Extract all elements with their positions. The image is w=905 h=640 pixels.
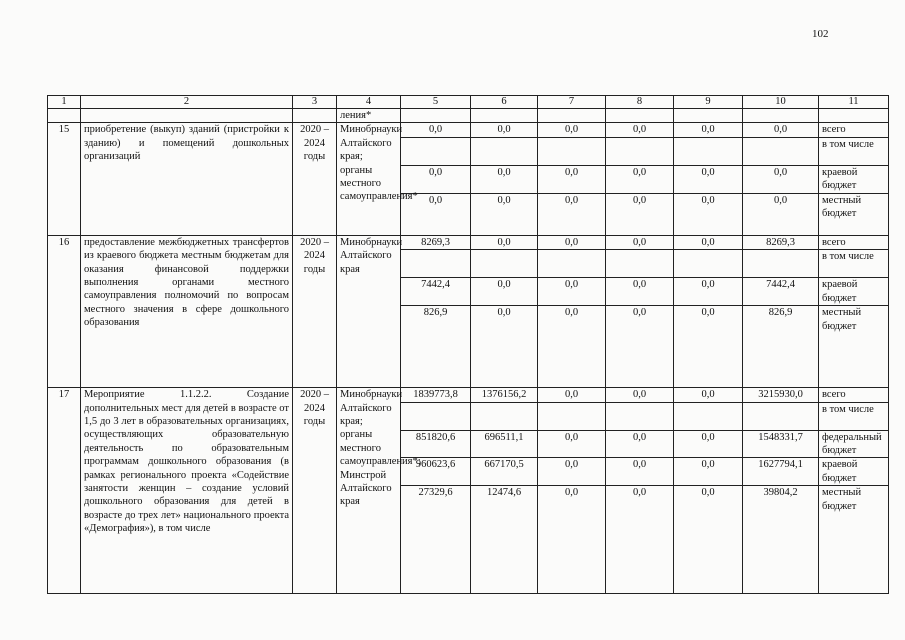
amount-v5: 0,0 <box>401 123 471 137</box>
amount-v6: 0,0 <box>471 193 538 235</box>
executor: Минобрнауки Алтайского края; органы местного самоуправления* <box>337 123 401 235</box>
funding-source: краевой бюджет <box>819 165 889 193</box>
amount-v10 <box>743 250 819 278</box>
amount-v7 <box>538 402 606 430</box>
col-header: 9 <box>674 96 743 109</box>
amount-v10: 1548331,7 <box>743 430 819 458</box>
amount-v9: 0,0 <box>674 486 743 594</box>
table-row <box>48 123 889 137</box>
amount-v9 <box>674 137 743 165</box>
amount-v5: 1839773,8 <box>401 388 471 402</box>
amount-v6 <box>471 250 538 278</box>
amount-v10: 0,0 <box>743 123 819 137</box>
row-number: 17 <box>48 388 81 594</box>
funding-source: в том числе <box>819 402 889 430</box>
amount-v5: 27329,6 <box>401 486 471 594</box>
period: 2020 – 2024 годы <box>293 123 337 235</box>
amount-v8 <box>606 250 674 278</box>
col-header: 4 <box>337 96 401 109</box>
amount-v10: 1627794,1 <box>743 458 819 486</box>
amount-v8 <box>606 402 674 430</box>
amount-v6: 696511,1 <box>471 430 538 458</box>
amount-v6 <box>471 402 538 430</box>
amount-v7: 0,0 <box>538 165 606 193</box>
amount-v8: 0,0 <box>606 278 674 306</box>
executor: Минобрнауки Алтайского края; органы местного самоуправления*; Минстрой Алтайского края <box>337 388 401 594</box>
amount-v8 <box>606 137 674 165</box>
funding-source: всего <box>819 123 889 137</box>
amount-v10: 0,0 <box>743 193 819 235</box>
amount-v8: 0,0 <box>606 193 674 235</box>
amount-v10: 7442,4 <box>743 278 819 306</box>
amount-v8: 0,0 <box>606 123 674 137</box>
amount-v5: 826,9 <box>401 306 471 388</box>
amount-v9: 0,0 <box>674 430 743 458</box>
amount-v5: 8269,3 <box>401 235 471 249</box>
header-row <box>48 96 889 109</box>
col-header: 10 <box>743 96 819 109</box>
amount-v7: 0,0 <box>538 486 606 594</box>
amount-v9 <box>674 250 743 278</box>
period: 2020 – 2024 годы <box>293 388 337 594</box>
amount-v5: 7442,4 <box>401 278 471 306</box>
amount-v9: 0,0 <box>674 306 743 388</box>
item-name: предоставление межбюджетных трансфертов из краевого бюджета местным бюджетам для оказания финансовой поддержки выполнения органами местного самоуправления полномочий по вопросам местного значения в сфере дошкольного образования <box>81 235 293 387</box>
funding-source: местный бюджет <box>819 193 889 235</box>
executor: Минобрнауки Алтайского края <box>337 235 401 387</box>
amount-v7: 0,0 <box>538 235 606 249</box>
amount-v5 <box>401 402 471 430</box>
cell <box>401 109 471 123</box>
amount-v8: 0,0 <box>606 430 674 458</box>
amount-v9: 0,0 <box>674 278 743 306</box>
amount-v8: 0,0 <box>606 388 674 402</box>
funding-source: федеральный бюджет <box>819 430 889 458</box>
amount-v7 <box>538 250 606 278</box>
amount-v7 <box>538 137 606 165</box>
funding-source: всего <box>819 235 889 249</box>
amount-v7: 0,0 <box>538 430 606 458</box>
amount-v8: 0,0 <box>606 235 674 249</box>
amount-v7: 0,0 <box>538 388 606 402</box>
amount-v9 <box>674 402 743 430</box>
amount-v9: 0,0 <box>674 458 743 486</box>
amount-v6: 0,0 <box>471 306 538 388</box>
amount-v7: 0,0 <box>538 193 606 235</box>
amount-v10: 0,0 <box>743 165 819 193</box>
amount-v8: 0,0 <box>606 458 674 486</box>
amount-v10: 826,9 <box>743 306 819 388</box>
amount-v9: 0,0 <box>674 193 743 235</box>
period: 2020 – 2024 годы <box>293 235 337 387</box>
col-header: 5 <box>401 96 471 109</box>
cell <box>48 109 81 123</box>
amount-v5: 851820,6 <box>401 430 471 458</box>
col-header: 3 <box>293 96 337 109</box>
amount-v10: 3215930,0 <box>743 388 819 402</box>
amount-v8: 0,0 <box>606 486 674 594</box>
funding-source: в том числе <box>819 250 889 278</box>
amount-v7: 0,0 <box>538 306 606 388</box>
amount-v5 <box>401 250 471 278</box>
amount-v6 <box>471 137 538 165</box>
table-row <box>48 235 889 249</box>
funding-source: всего <box>819 388 889 402</box>
item-name: приобретение (выкуп) зданий (пристройки к зданию) и помещений дошкольных организаций <box>81 123 293 235</box>
amount-v10: 8269,3 <box>743 235 819 249</box>
amount-v6: 12474,6 <box>471 486 538 594</box>
program-table <box>47 95 889 594</box>
col-header: 2 <box>81 96 293 109</box>
amount-v9: 0,0 <box>674 388 743 402</box>
amount-v5: 960623,6 <box>401 458 471 486</box>
cell <box>743 109 819 123</box>
amount-v9: 0,0 <box>674 165 743 193</box>
continuation-row <box>48 109 889 123</box>
amount-v5: 0,0 <box>401 165 471 193</box>
row-number: 16 <box>48 235 81 387</box>
amount-v6: 0,0 <box>471 165 538 193</box>
cell <box>471 109 538 123</box>
amount-v6: 0,0 <box>471 278 538 306</box>
amount-v9: 0,0 <box>674 123 743 137</box>
page-number: 102 <box>812 28 829 40</box>
funding-source: краевой бюджет <box>819 458 889 486</box>
executor-cell: ления* <box>337 109 401 123</box>
col-header: 8 <box>606 96 674 109</box>
table-row <box>48 388 889 402</box>
amount-v7: 0,0 <box>538 278 606 306</box>
cell <box>606 109 674 123</box>
table-body <box>48 96 889 594</box>
col-header: 7 <box>538 96 606 109</box>
amount-v5 <box>401 137 471 165</box>
funding-source: местный бюджет <box>819 306 889 388</box>
funding-source: в том числе <box>819 137 889 165</box>
amount-v7: 0,0 <box>538 458 606 486</box>
col-header: 1 <box>48 96 81 109</box>
cell <box>293 109 337 123</box>
amount-v10 <box>743 137 819 165</box>
amount-v8: 0,0 <box>606 165 674 193</box>
amount-v8: 0,0 <box>606 306 674 388</box>
amount-v9: 0,0 <box>674 235 743 249</box>
funding-source: краевой бюджет <box>819 278 889 306</box>
item-name: Мероприятие 1.1.2.2. Создание дополнительных мест для детей в возрасте от 1,5 до 3 лет в образовательных организациях, осуществляющих образовательную деятельность по образовательным программам дошкольного образования (в рамках регионального проекта «Содействие занятости женщин – создание условий дошкольного образования для детей в возрасте до трех лет» национального проекта «Демография»), в том числе <box>81 388 293 594</box>
amount-v6: 667170,5 <box>471 458 538 486</box>
row-number: 15 <box>48 123 81 235</box>
cell <box>538 109 606 123</box>
col-header: 11 <box>819 96 889 109</box>
col-header: 6 <box>471 96 538 109</box>
cell <box>674 109 743 123</box>
amount-v6: 1376156,2 <box>471 388 538 402</box>
amount-v6: 0,0 <box>471 123 538 137</box>
amount-v7: 0,0 <box>538 123 606 137</box>
amount-v10 <box>743 402 819 430</box>
funding-source: местный бюджет <box>819 486 889 594</box>
amount-v5: 0,0 <box>401 193 471 235</box>
cell <box>819 109 889 123</box>
amount-v6: 0,0 <box>471 235 538 249</box>
amount-v10: 39804,2 <box>743 486 819 594</box>
cell <box>81 109 293 123</box>
